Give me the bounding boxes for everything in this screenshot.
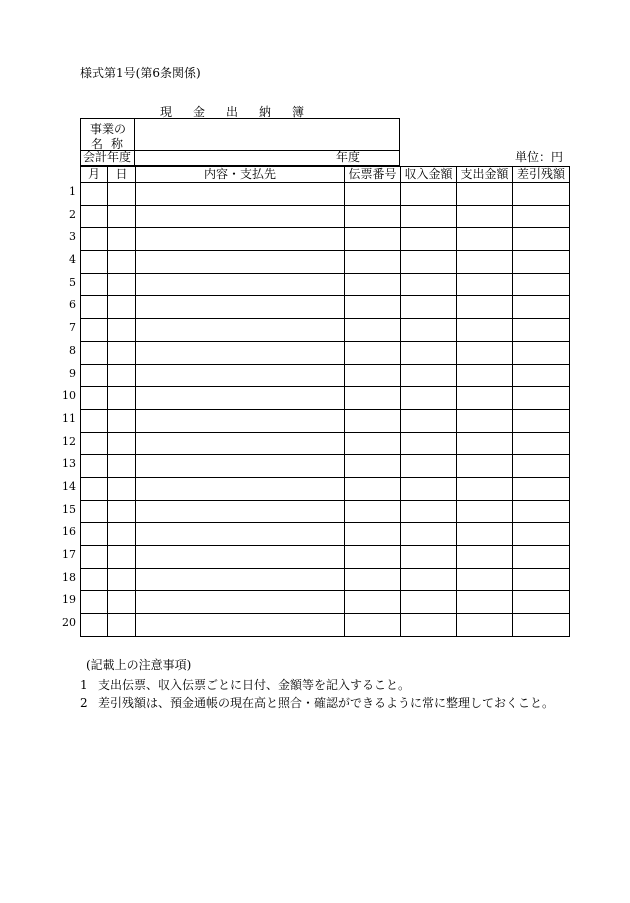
table-cell[interactable] <box>108 455 136 478</box>
table-cell[interactable] <box>345 500 401 523</box>
table-cell[interactable] <box>345 614 401 637</box>
column-header-income: 収入金額 <box>401 167 457 183</box>
table-cell[interactable] <box>513 251 570 274</box>
table-row <box>81 205 570 228</box>
table-cell[interactable] <box>136 251 345 274</box>
table-cell[interactable] <box>345 523 401 546</box>
fiscal-year-unit: 年度 <box>336 150 361 164</box>
table-cell[interactable] <box>457 614 513 637</box>
table-cell[interactable] <box>345 477 401 500</box>
row-number: 1 <box>69 185 76 198</box>
table-cell[interactable] <box>401 341 457 364</box>
table-cell[interactable] <box>81 251 108 274</box>
table-cell[interactable] <box>345 364 401 387</box>
table-cell[interactable] <box>401 455 457 478</box>
table-cell[interactable] <box>136 432 345 455</box>
note-number: 2 <box>80 696 88 710</box>
table-cell[interactable] <box>81 228 108 251</box>
table-cell[interactable] <box>345 568 401 591</box>
office-name-label-line2: 名称 <box>91 137 132 151</box>
table-row <box>81 591 570 614</box>
table-cell[interactable] <box>108 409 136 432</box>
table-cell[interactable] <box>457 546 513 569</box>
table-cell[interactable] <box>345 455 401 478</box>
row-number: 5 <box>69 275 76 289</box>
table-cell[interactable] <box>136 183 345 206</box>
table-cell[interactable] <box>108 341 136 364</box>
table-cell[interactable] <box>81 319 108 342</box>
table-row <box>81 409 570 432</box>
table-cell[interactable] <box>401 523 457 546</box>
table-cell[interactable] <box>513 500 570 523</box>
table-cell[interactable] <box>345 432 401 455</box>
table-cell[interactable] <box>108 568 136 591</box>
table-cell[interactable] <box>81 409 108 432</box>
table-cell[interactable] <box>513 409 570 432</box>
table-cell[interactable] <box>513 546 570 569</box>
table-cell[interactable] <box>81 455 108 478</box>
table-cell[interactable] <box>345 387 401 410</box>
row-number: 13 <box>62 457 76 471</box>
row-number: 16 <box>62 525 76 539</box>
note-number: 1 <box>80 678 88 692</box>
row-number: 11 <box>62 411 76 425</box>
note-item <box>80 694 554 711</box>
table-row <box>81 364 570 387</box>
table-cell[interactable] <box>513 341 570 364</box>
table-cell[interactable] <box>401 296 457 319</box>
table-cell[interactable] <box>81 500 108 523</box>
table-cell[interactable] <box>457 455 513 478</box>
office-name-box <box>80 118 400 151</box>
table-row <box>81 387 570 410</box>
row-number: 10 <box>62 389 76 403</box>
table-cell[interactable] <box>401 387 457 410</box>
table-cell[interactable] <box>81 387 108 410</box>
table-cell[interactable] <box>136 341 345 364</box>
table-cell[interactable] <box>513 364 570 387</box>
table-cell[interactable] <box>457 205 513 228</box>
table-cell[interactable] <box>457 500 513 523</box>
table-cell[interactable] <box>401 546 457 569</box>
row-number: 8 <box>69 343 76 357</box>
table-cell[interactable] <box>136 477 345 500</box>
table-row <box>81 183 570 206</box>
table-cell[interactable] <box>136 319 345 342</box>
table-cell[interactable] <box>81 546 108 569</box>
row-number: 20 <box>62 616 76 630</box>
table-row <box>81 614 570 637</box>
table-row <box>81 273 570 296</box>
column-header-month: 月 <box>81 167 108 183</box>
office-name-label-line1: 事業の <box>90 122 127 136</box>
table-cell[interactable] <box>108 387 136 410</box>
row-number: 6 <box>69 298 76 312</box>
table-row <box>81 251 570 274</box>
row-number: 14 <box>62 479 76 493</box>
fiscal-year-row <box>80 151 400 166</box>
table-cell[interactable] <box>136 455 345 478</box>
fiscal-year-label: 会計年度 <box>81 151 135 165</box>
table-cell[interactable] <box>457 523 513 546</box>
table-row <box>81 500 570 523</box>
table-cell[interactable] <box>457 591 513 614</box>
table-cell[interactable] <box>108 364 136 387</box>
row-number: 18 <box>62 570 76 584</box>
table-cell[interactable] <box>401 500 457 523</box>
table-cell[interactable] <box>108 500 136 523</box>
row-number: 7 <box>69 321 76 335</box>
table-header-row <box>81 167 570 183</box>
table-cell[interactable] <box>401 273 457 296</box>
row-number: 3 <box>69 230 76 244</box>
table-row <box>81 546 570 569</box>
table-cell[interactable] <box>136 500 345 523</box>
table-cell[interactable] <box>108 205 136 228</box>
table-cell[interactable] <box>401 319 457 342</box>
currency-unit-label: 単位：円 <box>515 150 564 164</box>
table-cell[interactable] <box>136 364 345 387</box>
table-cell[interactable] <box>401 364 457 387</box>
cash-ledger-table <box>80 166 570 637</box>
table-cell[interactable] <box>345 409 401 432</box>
table-cell[interactable] <box>457 409 513 432</box>
table-cell[interactable] <box>108 183 136 206</box>
table-cell[interactable] <box>513 591 570 614</box>
table-cell[interactable] <box>81 523 108 546</box>
table-cell[interactable] <box>457 251 513 274</box>
form-number: 様式第1号(第6条関係) <box>80 66 201 80</box>
table-cell[interactable] <box>401 205 457 228</box>
table-cell[interactable] <box>513 432 570 455</box>
table-cell[interactable] <box>345 273 401 296</box>
row-number-column <box>58 181 76 635</box>
table-cell[interactable] <box>401 568 457 591</box>
table-row <box>81 228 570 251</box>
table-cell[interactable] <box>345 251 401 274</box>
row-number: 19 <box>62 593 76 607</box>
table-cell[interactable] <box>401 432 457 455</box>
table-cell[interactable] <box>136 296 345 319</box>
column-header-expense: 支出金額 <box>457 167 513 183</box>
table-cell[interactable] <box>136 591 345 614</box>
note-text: 支出伝票、収入伝票ごとに日付、金額等を記入すること。 <box>98 678 411 692</box>
table-cell[interactable] <box>108 546 136 569</box>
column-header-balance: 差引残額 <box>513 167 570 183</box>
table-cell[interactable] <box>457 228 513 251</box>
table-cell[interactable] <box>513 205 570 228</box>
row-number: 4 <box>69 253 76 267</box>
table-cell[interactable] <box>457 273 513 296</box>
row-number: 2 <box>69 207 76 221</box>
note-text: 差引残額は、預金通帳の現在高と照合・確認ができるように常に整理しておくこと。 <box>98 696 555 710</box>
table-cell[interactable] <box>513 273 570 296</box>
table-cell[interactable] <box>513 477 570 500</box>
page-title: 現金出納簿 <box>160 105 326 119</box>
table-cell[interactable] <box>81 296 108 319</box>
row-number: 9 <box>69 366 76 380</box>
table-cell[interactable] <box>81 477 108 500</box>
table-cell[interactable] <box>81 341 108 364</box>
table-cell[interactable] <box>401 183 457 206</box>
table-cell[interactable] <box>136 546 345 569</box>
table-cell[interactable] <box>401 591 457 614</box>
table-cell[interactable] <box>108 228 136 251</box>
table-cell[interactable] <box>108 296 136 319</box>
table-row <box>81 477 570 500</box>
table-cell[interactable] <box>345 183 401 206</box>
table-cell[interactable] <box>513 296 570 319</box>
row-number: 12 <box>62 434 76 448</box>
row-number: 17 <box>62 548 76 561</box>
table-cell[interactable] <box>108 273 136 296</box>
table-cell[interactable] <box>513 387 570 410</box>
table-cell[interactable] <box>513 523 570 546</box>
table-cell[interactable] <box>457 432 513 455</box>
table-cell[interactable] <box>401 477 457 500</box>
notes-title: (記載上の注意事項) <box>86 658 192 672</box>
table-cell[interactable] <box>81 183 108 206</box>
table-cell[interactable] <box>81 591 108 614</box>
table-cell[interactable] <box>513 319 570 342</box>
table-cell[interactable] <box>81 614 108 637</box>
table-cell[interactable] <box>108 432 136 455</box>
table-cell[interactable] <box>457 387 513 410</box>
table-cell[interactable] <box>513 568 570 591</box>
table-cell[interactable] <box>136 568 345 591</box>
table-cell[interactable] <box>513 614 570 637</box>
table-cell[interactable] <box>401 614 457 637</box>
table-cell[interactable] <box>345 591 401 614</box>
table-cell[interactable] <box>457 341 513 364</box>
table-cell[interactable] <box>457 319 513 342</box>
table-cell[interactable] <box>345 341 401 364</box>
note-item <box>80 676 410 693</box>
table-cell[interactable] <box>401 251 457 274</box>
row-number: 15 <box>62 502 76 516</box>
table-cell[interactable] <box>345 228 401 251</box>
table-cell[interactable] <box>136 228 345 251</box>
column-header-day: 日 <box>108 167 136 183</box>
table-cell[interactable] <box>81 364 108 387</box>
table-row <box>81 319 570 342</box>
table-cell[interactable] <box>345 205 401 228</box>
table-row <box>81 341 570 364</box>
table-cell[interactable] <box>457 296 513 319</box>
table-cell[interactable] <box>345 296 401 319</box>
table-cell[interactable] <box>457 183 513 206</box>
table-cell[interactable] <box>81 273 108 296</box>
table-row <box>81 455 570 478</box>
table-cell[interactable] <box>136 273 345 296</box>
table-cell[interactable] <box>136 614 345 637</box>
office-name-label <box>81 119 135 150</box>
column-header-slip-no: 伝票番号 <box>345 167 401 183</box>
table-cell[interactable] <box>81 568 108 591</box>
table-cell[interactable] <box>108 614 136 637</box>
table-row <box>81 432 570 455</box>
table-cell[interactable] <box>401 228 457 251</box>
table-row <box>81 296 570 319</box>
table-cell[interactable] <box>81 432 108 455</box>
table-cell[interactable] <box>108 591 136 614</box>
table-row <box>81 568 570 591</box>
table-cell[interactable] <box>108 319 136 342</box>
column-header-description: 内容・支払先 <box>136 167 345 183</box>
table-cell[interactable] <box>108 477 136 500</box>
table-cell[interactable] <box>345 319 401 342</box>
table-row <box>81 523 570 546</box>
table-cell[interactable] <box>513 228 570 251</box>
table-cell[interactable] <box>513 183 570 206</box>
table-cell[interactable] <box>108 251 136 274</box>
table-cell[interactable] <box>401 409 457 432</box>
table-cell[interactable] <box>136 387 345 410</box>
table-cell[interactable] <box>136 409 345 432</box>
table-cell[interactable] <box>136 523 345 546</box>
table-cell[interactable] <box>513 455 570 478</box>
table-cell[interactable] <box>457 364 513 387</box>
table-cell[interactable] <box>81 205 108 228</box>
table-cell[interactable] <box>136 205 345 228</box>
table-cell[interactable] <box>108 523 136 546</box>
table-cell[interactable] <box>457 477 513 500</box>
table-cell[interactable] <box>345 546 401 569</box>
table-cell[interactable] <box>457 568 513 591</box>
